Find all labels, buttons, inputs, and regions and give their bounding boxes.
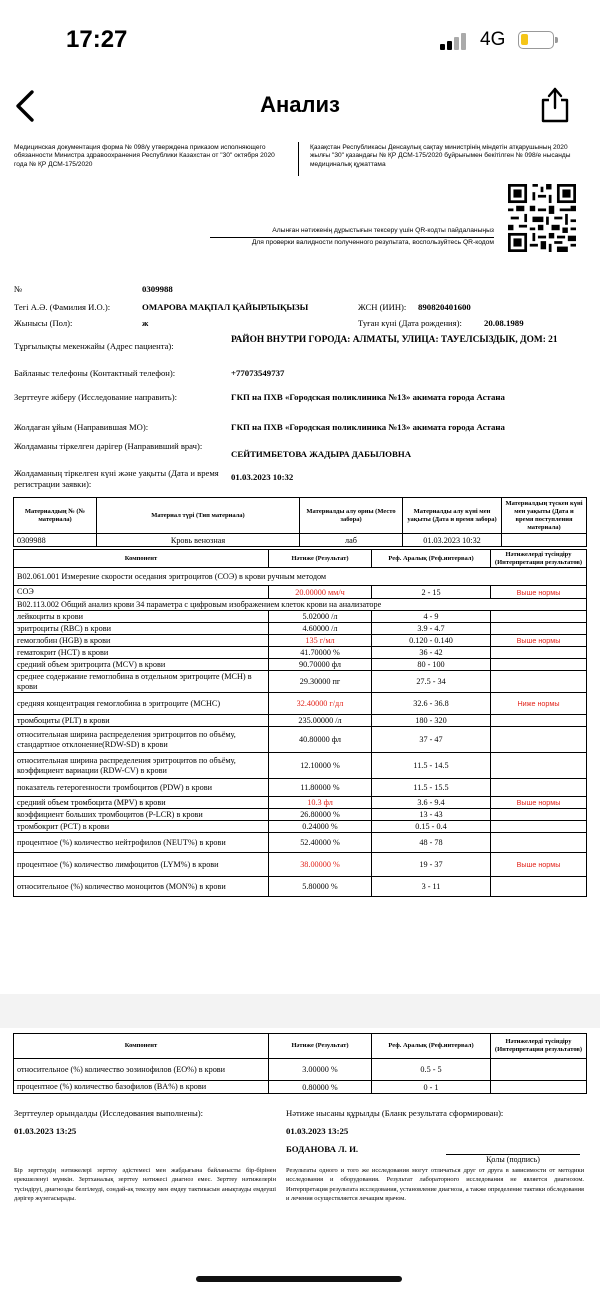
result-row bbox=[14, 797, 587, 809]
result-ref: 27.5 - 34 bbox=[372, 671, 491, 693]
formed-value: 01.03.2023 13:25 bbox=[286, 1126, 349, 1136]
result-ref: 32.6 - 36.8 bbox=[372, 693, 491, 715]
result-interp bbox=[491, 611, 587, 623]
status-time: 17:27 bbox=[66, 26, 128, 53]
result-interp bbox=[491, 659, 587, 671]
res2-header-ref: Реф. Аралық (Реф.интервал) bbox=[372, 1034, 491, 1059]
reg-value: 01.03.2023 10:32 bbox=[231, 472, 294, 482]
result-ref: 3 - 11 bbox=[372, 877, 491, 897]
result-name: тромбокрит (PCT) в крови bbox=[14, 821, 269, 833]
result-interp bbox=[491, 1081, 587, 1094]
result-value: 90.70000 фл bbox=[269, 659, 372, 671]
dob-value: 20.08.1989 bbox=[484, 318, 524, 328]
result-ref: 37 - 47 bbox=[372, 727, 491, 753]
result-value: 32.40000 г/дл bbox=[269, 693, 372, 715]
result-value: 40.80000 фл bbox=[269, 727, 372, 753]
result-ref: 36 - 42 bbox=[372, 647, 491, 659]
result-ref: 13 - 43 bbox=[372, 809, 491, 821]
address-value: РАЙОН ВНУТРИ ГОРОДА: АЛМАТЫ, УЛИЦА: ТАУЕЛСЫЗДЫК, ДОМ: 21 bbox=[231, 335, 558, 345]
result-value: 4.60000 /л bbox=[269, 623, 372, 635]
result-name: средний объем тромбоцита (MPV) в крови bbox=[14, 797, 269, 809]
res-header-ref: Реф. Аралық (Реф.интервал) bbox=[372, 550, 491, 568]
result-interp: Ниже нормы bbox=[491, 693, 587, 715]
result-row bbox=[14, 611, 587, 623]
result-row bbox=[14, 659, 587, 671]
result-ref: 0.15 - 0.4 bbox=[372, 821, 491, 833]
material-table bbox=[13, 497, 587, 547]
result-interp bbox=[491, 727, 587, 753]
done-value: 01.03.2023 13:25 bbox=[14, 1126, 77, 1136]
section-title: B02.113.002 Общий анализ крови 34 параметра с цифровым изображением клеток крови на анализаторе bbox=[14, 599, 587, 611]
sent-to-value: ГКП на ПХВ «Городская поликлиника №13» акимата города Астана bbox=[231, 392, 505, 402]
result-name: показатель гетерогенности тромбоцитов (PDW) в крови bbox=[14, 779, 269, 797]
result-ref: 180 - 320 bbox=[372, 715, 491, 727]
sex-value: ж bbox=[142, 318, 149, 328]
result-value: 0.24000 % bbox=[269, 821, 372, 833]
result-row bbox=[14, 853, 587, 877]
cellular-signal-icon bbox=[440, 32, 470, 50]
patient-name: ОМАРОВА МАҚПАЛ ҚАЙЫРЛЫҚЫЗЫ bbox=[142, 302, 309, 312]
result-interp bbox=[491, 647, 587, 659]
header-divider bbox=[298, 142, 299, 176]
doc-number-label: № bbox=[14, 284, 23, 294]
doc-number-value: 0309988 bbox=[142, 284, 173, 294]
result-interp bbox=[491, 715, 587, 727]
battery-icon bbox=[518, 31, 554, 49]
res-header-result: Нәтиже (Результат) bbox=[269, 550, 372, 568]
mat-header-type: Материал түрі (Тип материала) bbox=[97, 498, 300, 534]
result-ref: 3.9 - 4.7 bbox=[372, 623, 491, 635]
doctor-value: СЕЙТИМБЕТОВА ЖАДЫРА ДАБЫЛОВНА bbox=[231, 449, 412, 459]
qr-caption-line bbox=[210, 237, 494, 238]
result-ref: 48 - 78 bbox=[372, 833, 491, 853]
result-value: 26.80000 % bbox=[269, 809, 372, 821]
result-row bbox=[14, 833, 587, 853]
result-name: процентное (%) количество базофилов (BA%) в крови bbox=[14, 1081, 269, 1094]
result-ref: 19 - 37 bbox=[372, 853, 491, 877]
result-interp: Выше нормы bbox=[491, 797, 587, 809]
note-kz: Бір зерттеудің нәтижелері зерттеу әдістемесі мен жабдығына байланысты бір-бірінен ерекшеленуі мүмкін. Зертханалық зерттеу нәтижесі диагноз емес. Зерттеу нәтижелерін түсіндіруі, диагнозды белгілеуді, сондай-ақ тексеру мен емдеу тактикасын анықтауды емдеуші дәрігер жүзегасырады. bbox=[14, 1167, 276, 1203]
result-interp bbox=[491, 671, 587, 693]
result-value: 38.00000 % bbox=[269, 853, 372, 877]
name-label: Тегі А.Ә. (Фамилия И.О.): bbox=[14, 302, 111, 312]
nav-bar bbox=[0, 80, 600, 136]
mat-type: Кровь венозная bbox=[97, 534, 300, 547]
result-name: лейкоциты в крови bbox=[14, 611, 269, 623]
res2-header-component: Компонент bbox=[14, 1034, 269, 1059]
sex-label: Жынысы (Пол): bbox=[14, 318, 73, 328]
result-interp: Выше нормы bbox=[491, 635, 587, 647]
result-name: гематокрит (HCT) в крови bbox=[14, 647, 269, 659]
result-row bbox=[14, 809, 587, 821]
result-row bbox=[14, 623, 587, 635]
result-name: относительная ширина распределения эритроцитов по объёму, коэффициент вариации (RDW-CV) в крови bbox=[14, 753, 269, 779]
result-name: процентное (%) количество нейтрофилов (NEUT%) в крови bbox=[14, 833, 269, 853]
phone-value: +77073549737 bbox=[231, 368, 285, 378]
page-title: Анализ bbox=[260, 92, 340, 117]
result-row bbox=[14, 753, 587, 779]
res-header-interp: Нәтижелерді түсіндіру (Интерпретация результатов) bbox=[491, 550, 587, 568]
reg-label: Жолдаманың тіркелген күні және уақыты (Дата и время регистрации заявки): bbox=[14, 468, 219, 489]
result-value: 5.80000 % bbox=[269, 877, 372, 897]
result-row bbox=[14, 1059, 587, 1081]
home-indicator[interactable] bbox=[196, 1276, 402, 1282]
result-ref: 80 - 100 bbox=[372, 659, 491, 671]
result-interp bbox=[491, 1059, 587, 1081]
result-name: эритроциты (RBC) в крови bbox=[14, 623, 269, 635]
result-value: 235.00000 /л bbox=[269, 715, 372, 727]
result-value: 29.30000 пг bbox=[269, 671, 372, 693]
mat-header-date: Материалды алу күні мен уақыты (Дата и время забора) bbox=[403, 498, 502, 534]
result-name: средний объем эритроцита (MCV) в крови bbox=[14, 659, 269, 671]
result-name: процентное (%) количество лимфоцитов (LYM%) в крови bbox=[14, 853, 269, 877]
result-row bbox=[14, 779, 587, 797]
result-interp bbox=[491, 821, 587, 833]
iin-label: ЖСН (ИИН): bbox=[358, 302, 407, 312]
status-bar bbox=[0, 0, 600, 80]
mat-header-no: Материалдың № (№ материала) bbox=[14, 498, 97, 534]
result-interp bbox=[491, 779, 587, 797]
result-interp: Выше нормы bbox=[491, 586, 587, 599]
result-row bbox=[14, 693, 587, 715]
res2-header-interp: Нәтижелерді түсіндіру (Интерпретация результатов) bbox=[491, 1034, 587, 1059]
mat-no: 0309988 bbox=[14, 534, 97, 547]
result-value: 3.00000 % bbox=[269, 1059, 372, 1081]
result-name: гемоглобин (HGB) в крови bbox=[14, 635, 269, 647]
qr-code-icon[interactable] bbox=[508, 184, 576, 252]
result-ref: 0 - 1 bbox=[372, 1081, 491, 1094]
res2-header-result: Нәтиже (Результат) bbox=[269, 1034, 372, 1059]
section-row bbox=[14, 568, 587, 586]
result-name: СОЭ bbox=[14, 586, 269, 599]
result-value: 5.02000 /л bbox=[269, 611, 372, 623]
mat-date: 01.03.2023 10:32 bbox=[403, 534, 502, 547]
formed-label: Нәтиже нысаны құрылды (Бланк результата сформирован): bbox=[286, 1108, 504, 1118]
result-value: 12.10000 % bbox=[269, 753, 372, 779]
result-name: среднее содержание гемоглобина в отдельном эритроците (MCH) в крови bbox=[14, 671, 269, 693]
section-row bbox=[14, 599, 587, 611]
share-icon[interactable] bbox=[538, 84, 572, 124]
result-value: 52.40000 % bbox=[269, 833, 372, 853]
result-name: относительное (%) количество эозинофилов (EO%) в крови bbox=[14, 1059, 269, 1081]
result-row bbox=[14, 671, 587, 693]
result-name: коэффициент больших тромбоцитов (P-LCR) в крови bbox=[14, 809, 269, 821]
done-label: Зерттеулер орындалды (Исследования выполнены): bbox=[14, 1108, 204, 1118]
signature-label: Қолы (подпись) bbox=[486, 1155, 540, 1164]
result-ref: 3.6 - 9.4 bbox=[372, 797, 491, 809]
header-right-text: Қазақстан Республикасы Денсаулық сақтау министрінің міндетін атқарушының 2020 жылғы "30" қазандағы № ҚР ДСМ-175/2020 бұйрығымен бекітілген № 098/е нысанды медициналық құжаттама bbox=[310, 144, 571, 168]
res-header-component: Компонент bbox=[14, 550, 269, 568]
result-row bbox=[14, 821, 587, 833]
result-name: средняя концентрация гемоглобина в эритроците (MCHC) bbox=[14, 693, 269, 715]
phone-label: Байланыс телефоны (Контактный телефон): bbox=[14, 368, 176, 378]
page-break bbox=[0, 994, 600, 1028]
address-label: Тұрғылықты мекенжайы (Адрес пациента): bbox=[14, 341, 174, 351]
result-row bbox=[14, 727, 587, 753]
results-table bbox=[13, 549, 587, 897]
result-name: тромбоциты (PLT) в крови bbox=[14, 715, 269, 727]
mat-received bbox=[502, 534, 587, 547]
result-row bbox=[14, 647, 587, 659]
result-ref: 2 - 15 bbox=[372, 586, 491, 599]
sent-to-label: Зерттеуге жіберу (Исследование направить): bbox=[14, 392, 177, 402]
result-interp bbox=[491, 877, 587, 897]
section-title: B02.061.001 Измерение скорости оседания эритроцитов (СОЭ) в крови ручным методом bbox=[14, 568, 587, 586]
result-interp: Выше нормы bbox=[491, 853, 587, 877]
result-ref: 11.5 - 15.5 bbox=[372, 779, 491, 797]
result-row bbox=[14, 1081, 587, 1094]
result-ref: 0.5 - 5 bbox=[372, 1059, 491, 1081]
iin-value: 890820401600 bbox=[418, 302, 471, 312]
result-row bbox=[14, 877, 587, 897]
result-ref: 4 - 9 bbox=[372, 611, 491, 623]
result-value: 135 г/мл bbox=[269, 635, 372, 647]
mat-header-place: Материалды алу орны (Место забора) bbox=[300, 498, 403, 534]
result-value: 10.3 фл bbox=[269, 797, 372, 809]
result-value: 20.00000 мм/ч bbox=[269, 586, 372, 599]
result-value: 11.80000 % bbox=[269, 779, 372, 797]
qr-caption-ru: Для проверки валидности полученного результата, воспользуйтесь QR-кодом bbox=[251, 239, 494, 246]
signer-name: БОДАНОВА Л. И. bbox=[286, 1144, 359, 1154]
doctor-label: Жолдаманы тіркелген дәрігер (Направивший врач): bbox=[14, 441, 203, 451]
referring-label: Жолдаған ұйым (Направившая МО): bbox=[14, 422, 149, 432]
result-interp bbox=[491, 833, 587, 853]
referring-value: ГКП на ПХВ «Городская поликлиника №13» акимата города Астана bbox=[231, 422, 505, 432]
result-name: относительная ширина распределения эритроцитов по объёму, стандартное отклонение(RDW-SD) в крови bbox=[14, 727, 269, 753]
result-interp bbox=[491, 809, 587, 821]
result-interp bbox=[491, 623, 587, 635]
qr-caption-kz: Алынған нәтиженің дұрыстығын тексеру үшін QR-кодты пайдаланыңыз bbox=[272, 227, 494, 234]
result-ref: 0.120 - 0.140 bbox=[372, 635, 491, 647]
result-value: 0.80000 % bbox=[269, 1081, 372, 1094]
note-ru: Результаты одного и того же исследования могут отличаться друг от друга в зависимости от методики исследования и оборудования. Результат лабораторного исследования не является диагнозом. Интерпретация результата исследования, установление диагноза, а также определение тактики обследования и лечения осуществляется лечащим врачом. bbox=[286, 1167, 584, 1203]
result-ref: 11.5 - 14.5 bbox=[372, 753, 491, 779]
result-name: относительное (%) количество моноцитов (MON%) в крови bbox=[14, 877, 269, 897]
result-row bbox=[14, 586, 587, 599]
header-left-text: Медицинская документация форма № 098/у утверждена приказом исполняющего обязанности Министра здравоохранения Республики Казахстан от "30" октября 2020 года № ҚР ДСМ-175/2020 bbox=[14, 144, 275, 168]
result-interp bbox=[491, 753, 587, 779]
result-value: 41.70000 % bbox=[269, 647, 372, 659]
network-type: 4G bbox=[480, 29, 506, 50]
mat-header-received: Материалдың түскен күні мен уақыты (Дата и время поступления материала) bbox=[502, 498, 587, 534]
result-row bbox=[14, 715, 587, 727]
mat-place: лаб bbox=[300, 534, 403, 547]
result-row bbox=[14, 635, 587, 647]
results-table-2 bbox=[13, 1033, 587, 1094]
dob-label: Туған күні (Дата рождения): bbox=[358, 318, 462, 328]
